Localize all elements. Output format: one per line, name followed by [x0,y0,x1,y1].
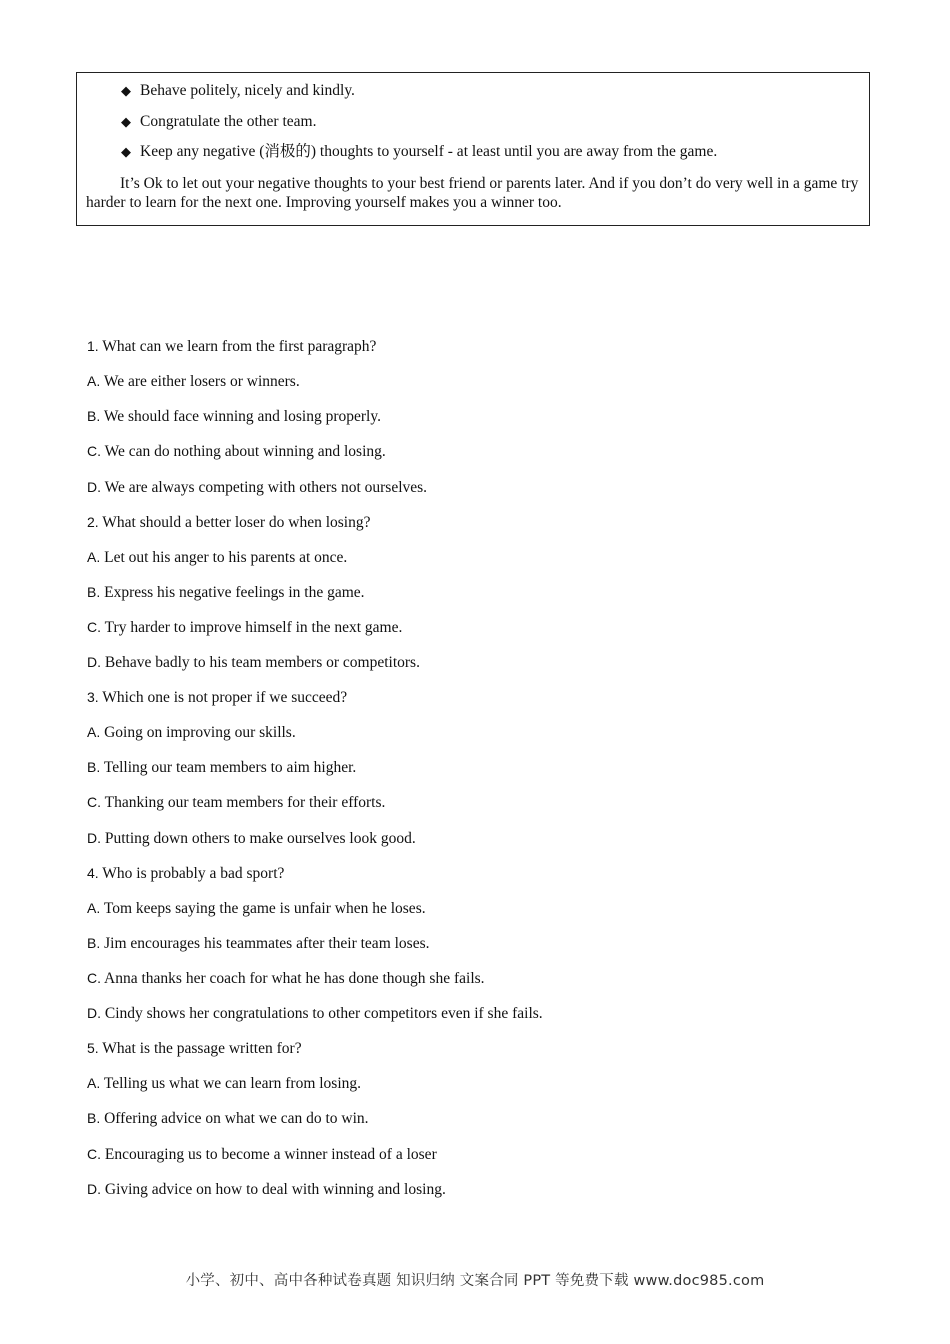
option-b: B. Jim encourages his teammates after their team loses. [87,935,430,952]
option-a: A. We are either losers or winners. [87,373,300,390]
option-a: A. Telling us what we can learn from losing. [87,1075,362,1092]
option-b: B. We should face winning and losing properly. [87,408,381,425]
option-b: B. Offering advice on what we can do to win. [87,1110,369,1127]
option-d: D. Behave badly to his team members or competitors. [87,654,420,671]
option-b: B. Express his negative feelings in the game. [87,584,365,601]
option-a: A. Tom keeps saying the game is unfair when he loses. [87,900,426,917]
option-c: C. Anna thanks her coach for what he has done though she fails. [87,970,485,987]
bullet-item: ◆ Congratulate the other team. [121,112,316,133]
bullet-item: ◆ Behave politely, nicely and kindly. [121,81,355,102]
question-stem: 1. What can we learn from the first paragraph? [87,338,377,355]
bullet-item: ◆ Keep any negative (消极的) thoughts to yourself - at least until you are away from the game. [121,142,717,163]
diamond-bullet-icon: ◆ [121,145,131,160]
question-stem: 2. What should a better loser do when losing? [87,514,371,531]
option-d: D. Putting down others to make ourselves look good. [87,830,416,847]
option-c: C. Thanking our team members for their efforts. [87,794,386,811]
passage-box [76,72,870,226]
diamond-bullet-icon: ◆ [121,84,131,99]
option-c: C. We can do nothing about winning and losing. [87,443,386,460]
option-b: B. Telling our team members to aim higher. [87,759,357,776]
option-a: A. Let out his anger to his parents at once. [87,549,348,566]
option-d: D. We are always competing with others not ourselves. [87,479,428,496]
option-d: D. Cindy shows her congratulations to other competitors even if she fails. [87,1005,543,1022]
option-c: C. Encouraging us to become a winner instead of a loser [87,1146,437,1163]
passage-paragraph: It’s Ok to let out your negative thoughts to your best friend or parents later. And if you don’t do very well in a game try harder to learn for the next one. Improving yourself makes you a winner too. [86,175,859,211]
diamond-bullet-icon: ◆ [121,115,131,130]
option-a: A. Going on improving our skills. [87,724,296,741]
option-c: C. Try harder to improve himself in the next game. [87,619,403,636]
question-stem: 3. Which one is not proper if we succeed? [87,689,348,706]
page-footer: 小学、初中、高中各种试卷真题 知识归纳 文案合同 PPT 等免费下载 www.doc985.com [185,1273,765,1289]
question-stem: 5. What is the passage written for? [87,1040,302,1057]
option-d: D. Giving advice on how to deal with winning and losing. [87,1181,446,1198]
question-stem: 4. Who is probably a bad sport? [87,865,285,882]
